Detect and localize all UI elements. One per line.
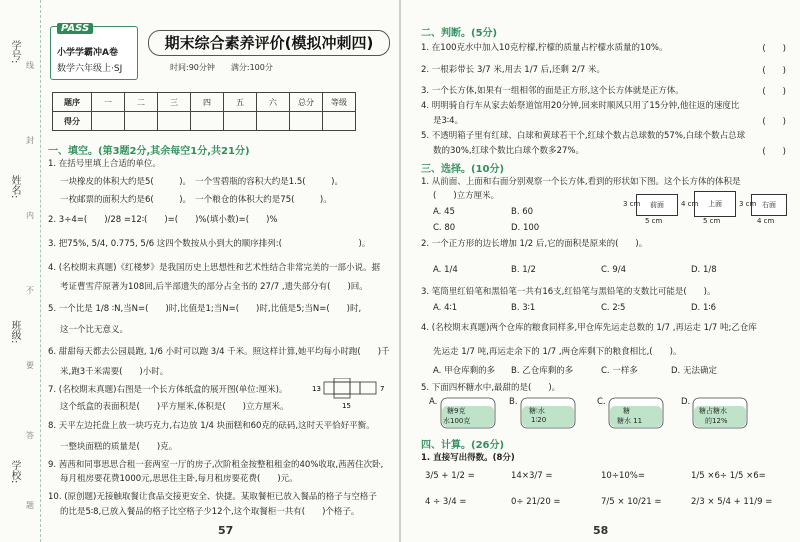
choice-line: 2. 一个正方形的边长增加 1/2 后,它的面积是原来的( )。 bbox=[421, 239, 648, 249]
score-cell: 一 bbox=[92, 93, 125, 112]
page-number: 58 bbox=[593, 524, 609, 537]
right-view-box: 右面 bbox=[751, 194, 787, 216]
score-input-cell[interactable] bbox=[92, 112, 125, 131]
section-judge-heading: 二、判断。(5分) bbox=[421, 28, 498, 39]
calc-item: 0÷ 21/20 = bbox=[511, 497, 561, 507]
judge-line: 1. 在100克水中加入10克柠檬,柠檬的质量占柠檬水质量的10%。 bbox=[421, 43, 668, 53]
calc-item: 1/5 ×6÷ 1/5 ×6= bbox=[691, 471, 766, 481]
option[interactable]: D. 1/8 bbox=[691, 265, 717, 275]
option[interactable]: C. 9/4 bbox=[601, 265, 627, 275]
question-line: 一枚邮票的面积大约是6( )。 一个粮仓的体积大约是75( )。 bbox=[60, 195, 332, 205]
left-page bbox=[0, 0, 399, 542]
cup-option-tag[interactable]: D. bbox=[681, 397, 691, 407]
option[interactable]: B. 60 bbox=[511, 207, 534, 217]
net-label-bottom: 15 bbox=[342, 402, 351, 410]
option[interactable]: A. 甲仓库剩的多 bbox=[433, 366, 496, 376]
pass-logo: PASS bbox=[57, 23, 93, 34]
cup-label: 糖水 11 bbox=[617, 417, 643, 425]
cup-label: 1∶20 bbox=[531, 416, 547, 424]
answer-paren[interactable]: ( ) bbox=[762, 117, 786, 127]
calc-item: 4 ÷ 3/4 = bbox=[425, 497, 467, 507]
question-line: 1. 在括号里填上合适的单位。 bbox=[48, 159, 161, 169]
question-line: 米,跑3千米需要( )小时。 bbox=[60, 367, 169, 377]
option[interactable]: B. 3∶1 bbox=[511, 303, 536, 313]
score-table-header-row bbox=[53, 93, 356, 112]
question-line: 4. (名校期末真题)《红楼梦》是我国历史上思想性和艺术性结合非常完美的一部小说。据 bbox=[48, 263, 380, 273]
cup-option-tag[interactable]: B. bbox=[509, 397, 518, 407]
score-input-cell[interactable] bbox=[191, 112, 224, 131]
question-line: 这个纸盒的表面积是( )平方厘米,体积是( )立方厘米。 bbox=[60, 402, 289, 412]
front-view-height: 3 cm bbox=[623, 200, 641, 208]
option[interactable]: B. 乙仓库剩的多 bbox=[511, 366, 574, 376]
question-line: 10. (原创题)无接触取餐让食品交接更安全、快捷。某取餐柜已放入餐品的格子与空格子 bbox=[48, 492, 377, 502]
right-view-width: 4 cm bbox=[757, 217, 775, 225]
option[interactable]: A. 4∶1 bbox=[433, 303, 458, 313]
top-view-height: 4 cm bbox=[681, 200, 699, 208]
question-line: 6. 甜甜每天都去公园晨跑, 1/6 小时可以跑 3/4 千米。照这样计算,她平均每小时跑( )千 bbox=[48, 347, 390, 357]
cup-option-tag[interactable]: A. bbox=[429, 397, 438, 407]
score-cell: 四 bbox=[191, 93, 224, 112]
judge-line: 5. 不透明箱子里有红球、白球和黄球若干个,红球个数占总球数的57%,白球个数占总球 bbox=[421, 131, 746, 141]
top-view-width: 5 cm bbox=[703, 217, 721, 225]
score-input-cell[interactable] bbox=[323, 112, 356, 131]
score-table-score-row bbox=[53, 112, 356, 131]
score-table bbox=[52, 92, 356, 131]
choice-line: 3. 笔筒里红铅笔和黑铅笔一共有16支,红铅笔与黑铅笔的支数比可能是( )。 bbox=[421, 287, 716, 297]
option[interactable]: D. 无法确定 bbox=[671, 366, 717, 376]
judge-line: 数的30%,红球个数比白球个数多27%。 bbox=[433, 146, 584, 156]
choice-line: 先运走 1/7 吨,再运走余下的 1/7 ,两仓库剩下的粮食相比,( )。 bbox=[433, 347, 682, 357]
cup-option-tag[interactable]: C. bbox=[597, 397, 606, 407]
judge-line: 4. 明明骑自行车从家去始祭道馆用20分钟,回来时顺风只用了15分钟,他往返的速度比 bbox=[421, 101, 740, 111]
section-choice-heading: 三、选择。(10分) bbox=[421, 164, 505, 175]
question-line: 2. 3÷4=( )/28 =12∶( )=( )%(填小数)=( )% bbox=[48, 215, 278, 225]
judge-line: 3. 一个长方体,如果有一组相邻的面是正方形,这个长方体就是正方体。 bbox=[421, 86, 684, 96]
net-label-left: 13 bbox=[312, 385, 321, 393]
score-cell: 三 bbox=[158, 93, 191, 112]
label-class: 班级: bbox=[9, 320, 20, 344]
cut-mark: 线 bbox=[26, 61, 34, 70]
score-input-cell[interactable] bbox=[290, 112, 323, 131]
calc-item: 2/3 × 5/4 + 11/9 = bbox=[691, 497, 773, 507]
question-line: 的比是5∶8,已放入餐品的格子比空格子少12个,这个取餐柜一共有( )个格子。 bbox=[60, 507, 360, 517]
option[interactable]: A. 1/4 bbox=[433, 265, 458, 275]
cup-label: 的12% bbox=[705, 417, 728, 425]
choice-line: ( )立方厘米。 bbox=[433, 191, 500, 201]
question-line: 5. 一个比是 1/8 ∶N,当N=( )时,比值是1;当N=( )时,比值是5;当N=( )时, bbox=[48, 304, 362, 314]
box-net-figure bbox=[312, 378, 390, 410]
score-cell: 等级 bbox=[323, 93, 356, 112]
cup-label: 糖∶水 bbox=[529, 407, 545, 415]
score-cell: 六 bbox=[257, 93, 290, 112]
judge-line: 2. 一根彩带长 3/7 米,用去 1/7 后,还剩 2/7 米。 bbox=[421, 65, 605, 75]
question-line: 一整块面糕的质量是( )克。 bbox=[60, 442, 178, 452]
answer-paren[interactable]: ( ) bbox=[762, 66, 786, 76]
right-page bbox=[401, 0, 800, 542]
score-cell: 总分 bbox=[290, 93, 323, 112]
calc-item: 7/5 × 10/21 = bbox=[601, 497, 662, 507]
option[interactable]: C. 80 bbox=[433, 223, 456, 233]
calc-item: 3/5 + 1/2 = bbox=[425, 471, 475, 481]
cut-mark: 封 bbox=[26, 136, 34, 145]
score-input-cell[interactable] bbox=[158, 112, 191, 131]
cup-label: 水100克 bbox=[443, 417, 471, 425]
section-fill-blank-heading: 一、填空。(第3题2分,其余每空1分,共21分) bbox=[48, 146, 250, 157]
calc-item: 14×3/7 = bbox=[511, 471, 553, 481]
front-view-box: 前面 bbox=[636, 194, 678, 216]
section-calc-heading: 四、计算。(26分) bbox=[421, 440, 505, 451]
question-line: 这一个比无意义。 bbox=[60, 325, 129, 335]
answer-paren[interactable]: ( ) bbox=[762, 147, 786, 157]
series-name: 小学学霸冲A卷 bbox=[57, 48, 118, 58]
score-cell: 五 bbox=[224, 93, 257, 112]
binding-gutter bbox=[0, 0, 41, 542]
exam-subtitle: 时间:90分钟 满分:100分 bbox=[170, 63, 273, 72]
score-input-cell[interactable] bbox=[224, 112, 257, 131]
sugar-water-cup-icon bbox=[517, 396, 579, 430]
choice-line: 5. 下面四杯糖水中,最甜的是( )。 bbox=[421, 383, 561, 393]
grade-label: 数学六年级上·SJ bbox=[57, 64, 123, 74]
choice-line: 4. (名校期末真题)两个仓库的粮食同样多,甲仓库先运走总数的 1/7 ,再运走 1/7 吨;乙仓库 bbox=[421, 323, 757, 333]
option[interactable]: A. 45 bbox=[433, 207, 455, 217]
option[interactable]: C. 2∶5 bbox=[601, 303, 626, 313]
label-student-id: 学号: bbox=[9, 40, 20, 64]
score-cell: 二 bbox=[125, 93, 158, 112]
cup-label: 糖9克 bbox=[447, 407, 466, 415]
score-cell: 得分 bbox=[53, 112, 92, 131]
judge-line: 是3∶4。 bbox=[433, 116, 464, 126]
question-line: 8. 天平左边托盘上放一块巧克力,右边放 1/4 块面糕和60克的砝码,这时天平恰好平衡。 bbox=[48, 421, 375, 431]
calc-subheading: 1. 直接写出得数。(8分) bbox=[421, 453, 515, 463]
choice-line: 1. 从前面、上面和右面分别观察一个长方体,看到的形状如下图。这个长方体的体积是 bbox=[421, 177, 741, 187]
question-line: 3. 把75%, 5/4, 0.775, 5/6 这四个数按从小到大的顺序排列:( )。 bbox=[48, 239, 371, 249]
cut-mark: 不 bbox=[26, 286, 34, 295]
right-view-height: 3 cm bbox=[739, 200, 757, 208]
question-line: 一块橡皮的体积大约是5( )。 一个雪碧瓶的容积大约是1.5( )。 bbox=[60, 177, 343, 187]
score-input-cell[interactable] bbox=[125, 112, 158, 131]
cup-label: 糖 bbox=[623, 407, 630, 415]
option[interactable]: B. 1/2 bbox=[511, 265, 536, 275]
option[interactable]: D. 100 bbox=[511, 223, 540, 233]
question-line: 7. (名校期末真题)右图是一个长方体纸盒的展开图(单位:厘米)。 bbox=[48, 385, 288, 395]
net-label-right: 7 bbox=[380, 385, 385, 393]
question-line: 9. 茜茜和同事思思合租一套两室一厅的房子,次阶租金按整租租金的40%收取,茜茜住次卧, bbox=[48, 460, 384, 470]
cut-mark: 要 bbox=[26, 361, 34, 370]
label-school: 学校: bbox=[9, 460, 20, 484]
cup-label: 糖占糖水 bbox=[699, 407, 727, 415]
exam-title: 期末综合素养评价(模拟冲刺四) bbox=[148, 30, 390, 56]
answer-paren[interactable]: ( ) bbox=[762, 87, 786, 97]
option[interactable]: D. 1∶6 bbox=[691, 303, 716, 313]
label-name: 姓名: bbox=[9, 175, 20, 199]
calc-item: 10÷10%= bbox=[601, 471, 645, 481]
question-line: 考证曹雪芹原著为108回,后半部遗失的部分占全书的 27/7 ,遗失部分有( )回。 bbox=[60, 282, 368, 292]
cut-mark: 内 bbox=[26, 211, 34, 220]
series-brand-box bbox=[50, 23, 138, 80]
score-cell: 题序 bbox=[53, 93, 92, 112]
cut-mark: 答 bbox=[26, 431, 34, 440]
cut-mark: 题 bbox=[26, 501, 34, 510]
top-view-box: 上面 bbox=[694, 191, 736, 217]
question-line: 每月租房要花费1000元,思思住主卧,每月租房要花费( )元。 bbox=[60, 474, 298, 484]
front-view-width: 5 cm bbox=[645, 217, 663, 225]
option[interactable]: C. 一样多 bbox=[601, 366, 638, 376]
page-number: 57 bbox=[218, 524, 234, 537]
answer-paren[interactable]: ( ) bbox=[762, 44, 786, 54]
score-input-cell[interactable] bbox=[257, 112, 290, 131]
